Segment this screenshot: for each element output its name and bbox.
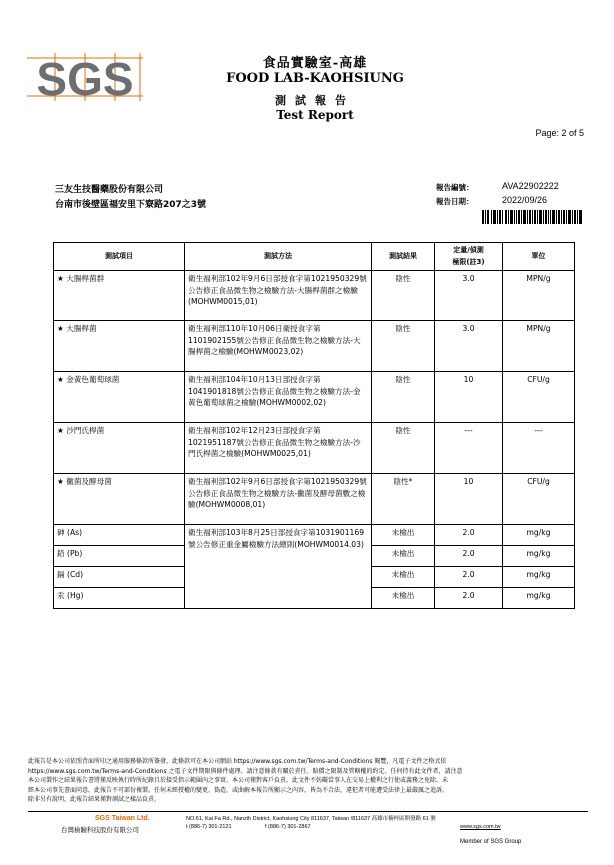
test-method: 衛生福利部102年12月23日部授食字第1021951187號公告修正食品微生物之檢驗方法-沙門氏桿菌之檢驗(MOHWM0025,01) — [185, 423, 372, 474]
test-result: 陰性 — [372, 271, 435, 321]
report-title-zh: 測試報告 — [275, 94, 355, 107]
company-name-en: SGS Taiwan Ltd. — [95, 815, 150, 822]
test-result: 陰性 — [372, 372, 435, 423]
client-name: 三友生技醫藥股份有限公司 — [55, 185, 164, 195]
report-date: 2022/09/26 — [502, 195, 548, 205]
test-unit: CFU/g — [503, 372, 575, 423]
test-unit: mg/kg — [503, 588, 575, 609]
sgs-logo-graphic — [27, 53, 143, 101]
test-limit: --- — [435, 423, 503, 474]
header-test-item: 測試項目 — [54, 243, 185, 271]
header-test-result: 測試結果 — [372, 243, 435, 271]
page-number: Page: 2 of 5 — [535, 128, 584, 138]
test-limit: 2.0 — [435, 567, 503, 588]
test-result: 未檢出 — [372, 588, 435, 609]
report-title-en: Test Report — [276, 108, 354, 122]
test-unit: mg/kg — [503, 525, 575, 546]
table-row — [54, 321, 575, 372]
report-no: AVA22902222 — [502, 181, 559, 191]
test-result: 未檢出 — [372, 525, 435, 546]
table-row — [54, 372, 575, 423]
test-item: ★ 黴菌及酵母菌 — [54, 474, 185, 525]
test-result: 未檢出 — [372, 546, 435, 567]
barcode-icon — [482, 210, 582, 224]
client-address: 台南市後壁區福安里下寮路207之3號 — [55, 200, 207, 210]
disclaimer-line: 除非另有說明，此報告結果僅對測試之樣品負責。 — [28, 796, 161, 803]
logo-text: SGS — [36, 53, 134, 101]
header-test-method: 測試方法 — [185, 243, 372, 271]
table-row-metal — [54, 525, 575, 546]
test-unit: mg/kg — [503, 546, 575, 567]
test-limit: 2.0 — [435, 588, 503, 609]
test-item: 鉛 (Pb) — [54, 546, 185, 567]
test-item: ★ 大腸桿菌 — [54, 321, 185, 372]
test-item: ★ 大腸桿菌群 — [54, 271, 185, 321]
disclaimer-line: https://www.sgs.com.tw/Terms-and-Conditions 之電子文件期限與條件處理。請注意條款有關於責任、賠償之限制及管轄權的約定。任何持有此文件者，請注意 — [28, 767, 463, 775]
report-date-label: 報告日期： — [436, 197, 474, 206]
lab-name-en: FOOD LAB-KAOHSIUNG — [226, 71, 404, 86]
company-address: NO.61, Kai Fa Rd., Nanzih District, Kaohsiung City 811637, Taiwan /811637 高雄市楠梓區開發路 61 號 — [186, 816, 436, 822]
disclaimer-line: 經本公司事先書面同意，此報告不可部份複製。任何未經授權的變更、偽造、或曲解本報告所顯示之內容，皆為不合法，違犯者可能遭受法律上最嚴厲之追訴。 — [28, 786, 449, 794]
test-item: 鎘 (Cd) — [54, 567, 185, 588]
test-method: 衛生福利部110年10月06日衛授食字第1101902155號公告修正食品微生物之檢驗方法-大腸桿菌之檢驗(MOHWM0023,02) — [185, 321, 372, 372]
disclaimer — [28, 757, 588, 805]
table-row — [54, 474, 575, 525]
test-unit: MPN/g — [503, 271, 575, 321]
test-result: 陰性 — [372, 423, 435, 474]
test-method: 衛生福利部104年10月13日部授食字第1041901818號公告修正食品微生物之檢驗方法-金黃色葡萄球菌之檢驗(MOHWM0002,02) — [185, 372, 372, 423]
disclaimer-line: 本公司製作之結果報告書將僅反映執行時所紀錄且於接受指示範圍內之事實。本公司僅對客戶負責，此文件不妨礙當事人在交易上權利之行使或義務之免除。未 — [28, 777, 449, 784]
test-method: 衛生福利部102年9月6日部授食字第1021950329號公告修正食品微生物之檢驗方法-大腸桿菌群之檢驗(MOHWM0015,01) — [185, 271, 372, 321]
table-row — [54, 423, 575, 474]
table-row — [54, 271, 575, 321]
header-limit: 定量/偵測 極限(註3) — [435, 243, 503, 271]
test-limit: 3.0 — [435, 321, 503, 372]
sgs-logo — [27, 53, 143, 101]
test-result: 陰性 — [372, 321, 435, 372]
test-limit: 2.0 — [435, 546, 503, 567]
report-no-label: 報告編號： — [436, 183, 474, 192]
test-limit: 3.0 — [435, 271, 503, 321]
test-unit: --- — [503, 423, 575, 474]
company-fax: f (886-7) 301-2867 — [265, 824, 311, 830]
test-limit: 10 — [435, 474, 503, 525]
results-table — [53, 242, 575, 609]
test-item: 砷 (As) — [54, 525, 185, 546]
test-result: 陰性* — [372, 474, 435, 525]
footer-divider — [28, 811, 588, 812]
table-header-row — [54, 243, 575, 271]
test-item: 汞 (Hg) — [54, 588, 185, 609]
header-unit: 單位 — [503, 243, 575, 271]
company-name-zh: 台灣檢驗科技股份有限公司 — [61, 826, 139, 834]
disclaimer-line: 此報告是本公司依照背面所印之通用服務條款所簽發，此條款可在本公司網站 https://www.sgs.com.tw/Terms-and-Conditions 閱覽，凡電子文件之格式依 — [28, 758, 447, 765]
test-method: 衛生福利部102年9月6日部授食字第1021950329號公告修正食品微生物之檢驗方法-黴菌及酵母菌數之檢驗(MOHWM0008,01) — [185, 474, 372, 525]
test-result: 未檢出 — [372, 567, 435, 588]
test-unit: mg/kg — [503, 567, 575, 588]
test-unit: MPN/g — [503, 321, 575, 372]
test-item: ★ 金黃色葡萄球菌 — [54, 372, 185, 423]
test-item: ★ 沙門氏桿菌 — [54, 423, 185, 474]
test-limit: 10 — [435, 372, 503, 423]
member-of-sgs: Member of SGS Group — [460, 839, 522, 845]
test-method-heavy-metals: 衛生福利部103年8月25日部授食字第1031901169 號公告修正重金屬檢驗方法總則(MOHWM0014.03) — [185, 525, 372, 609]
test-unit: CFU/g — [503, 474, 575, 525]
lab-name-zh: 食品實驗室-高雄 — [262, 56, 368, 71]
company-phone: t (886-7) 301-2121 — [186, 824, 232, 830]
test-limit: 2.0 — [435, 525, 503, 546]
company-website-link[interactable]: www.sgs.com.tw — [460, 824, 501, 830]
